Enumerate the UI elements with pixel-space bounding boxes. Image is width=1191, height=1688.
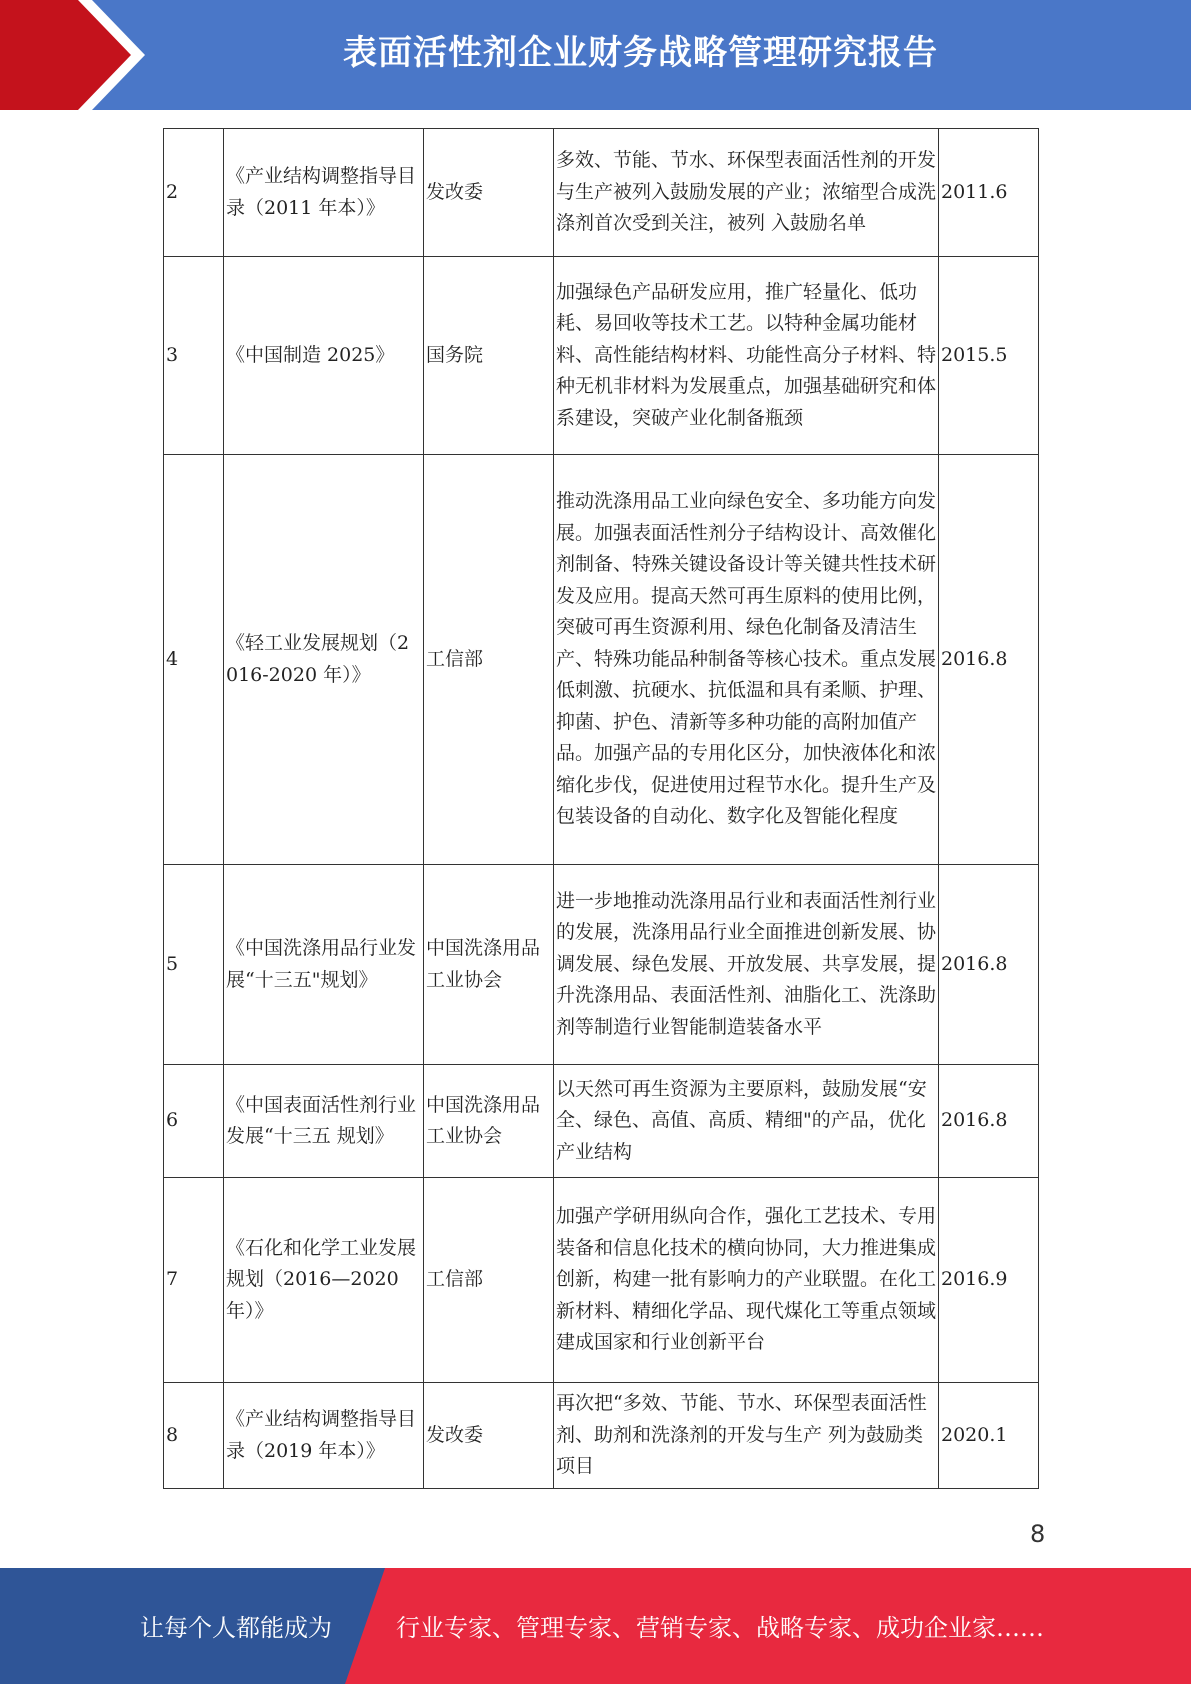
issuer-cell: 中国洗涤用品工业协会 xyxy=(424,1065,554,1178)
page-number: 8 xyxy=(1030,1520,1046,1548)
policy-content-cell: 以天然可再生资源为主要原料，鼓励发展“安全、绿色、高值、高质、精细"的产品，优化产业结构 xyxy=(554,1065,939,1178)
page-footer xyxy=(0,1568,1191,1684)
issuer-cell: 发改委 xyxy=(424,1383,554,1489)
issuer-cell: 发改委 xyxy=(424,129,554,257)
policy-content-cell: 推动洗涤用品工业向绿色安全、多功能方向发展。加强表面活性剂分子结构设计、高效催化剂制备、特殊关键设备设计等关键共性技术研发及应用。提高天然可再生原料的使用比例，突破可再生资源利用、绿色化制备及清洁生产、特殊功能品种制备等核心技术。重点发展低刺激、抗硬水、抗低温和具有柔顺、护理、抑菌、护色、清新等多种功能的高附加值产品。加强产品的专用化区分，加快液体化和浓缩化步伐，促进使用过程节水化。提升生产及包装设备的自动化、数字化及智能化程度 xyxy=(554,455,939,865)
issue-date-cell: 2016.8 xyxy=(939,1065,1039,1178)
policy-name-cell: 《石化和化学工业发展规划（2016—2020 年）》 xyxy=(224,1178,424,1383)
policy-name-cell: 《中国表面活性剂行业发展“十三五 规划》 xyxy=(224,1065,424,1178)
row-number-cell: 7 xyxy=(164,1178,224,1383)
issue-date-cell: 2016.9 xyxy=(939,1178,1039,1383)
issue-date-cell: 2016.8 xyxy=(939,865,1039,1065)
footer-slogan-left: 让每个人都能成为 xyxy=(140,1614,332,1642)
issue-date-cell: 2020.1 xyxy=(939,1383,1039,1489)
issuer-cell: 工信部 xyxy=(424,455,554,865)
row-number-cell: 8 xyxy=(164,1383,224,1489)
policy-content-cell: 再次把“多效、节能、节水、环保型表面活性剂、助剂和洗涤剂的开发与生产 列为鼓励类项目 xyxy=(554,1383,939,1489)
policy-name-cell: 《产业结构调整指导目录（2011 年本）》 xyxy=(224,129,424,257)
issuer-cell: 国务院 xyxy=(424,257,554,455)
issuer-cell: 中国洗涤用品工业协会 xyxy=(424,865,554,1065)
page-header xyxy=(0,0,1191,110)
row-number-cell: 4 xyxy=(164,455,224,865)
policy-content-cell: 多效、节能、节水、环保型表面活性剂的开发与生产被列入鼓励发展的产业；浓缩型合成洗涤剂首次受到关注，被列 入鼓励名单 xyxy=(554,129,939,257)
issuer-cell: 工信部 xyxy=(424,1178,554,1383)
issue-date-cell: 2015.5 xyxy=(939,257,1039,455)
policy-name-cell: 《中国制造 2025》 xyxy=(224,257,424,455)
table-row xyxy=(164,129,1039,257)
policy-content-cell: 加强产学研用纵向合作，强化工艺技术、专用装备和信息化技术的横向协同，大力推进集成创新，构建一批有影响力的产业联盟。在化工新材料、精细化学品、现代煤化工等重点领域建成国家和行业创新平台 xyxy=(554,1178,939,1383)
policy-name-cell: 《产业结构调整指导目录（2019 年本）》 xyxy=(224,1383,424,1489)
issue-date-cell: 2016.8 xyxy=(939,455,1039,865)
policy-table xyxy=(163,128,1039,1489)
row-number-cell: 6 xyxy=(164,1065,224,1178)
table-row xyxy=(164,1383,1039,1489)
issue-date-cell: 2011.6 xyxy=(939,129,1039,257)
header-arrow-decoration xyxy=(0,0,150,110)
table-row xyxy=(164,1178,1039,1383)
table-row xyxy=(164,865,1039,1065)
table-row xyxy=(164,1065,1039,1178)
policy-content-cell: 加强绿色产品研发应用，推广轻量化、低功耗、易回收等技术工艺。以特种金属功能材料、高性能结构材料、功能性高分子材料、特种无机非材料为发展重点，加强基础研究和体系建设，突破产业化制备瓶颈 xyxy=(554,257,939,455)
footer-slogan-right: 行业专家、管理专家、营销专家、战略专家、成功企业家…… xyxy=(396,1614,1044,1642)
row-number-cell: 2 xyxy=(164,129,224,257)
report-title: 表面活性剂企业财务战略管理研究报告 xyxy=(343,33,938,73)
table-row xyxy=(164,455,1039,865)
policy-content-cell: 进一步地推动洗涤用品行业和表面活性剂行业的发展，洗涤用品行业全面推进创新发展、协调发展、绿色发展、开放发展、共享发展，提升洗涤用品、表面活性剂、油脂化工、洗涤助剂等制造行业智能制造装备水平 xyxy=(554,865,939,1065)
policy-name-cell: 《轻工业发展规划（2016-2020 年）》 xyxy=(224,455,424,865)
row-number-cell: 3 xyxy=(164,257,224,455)
table-row xyxy=(164,257,1039,455)
row-number-cell: 5 xyxy=(164,865,224,1065)
policy-name-cell: 《中国洗涤用品行业发展“十三五"规划》 xyxy=(224,865,424,1065)
